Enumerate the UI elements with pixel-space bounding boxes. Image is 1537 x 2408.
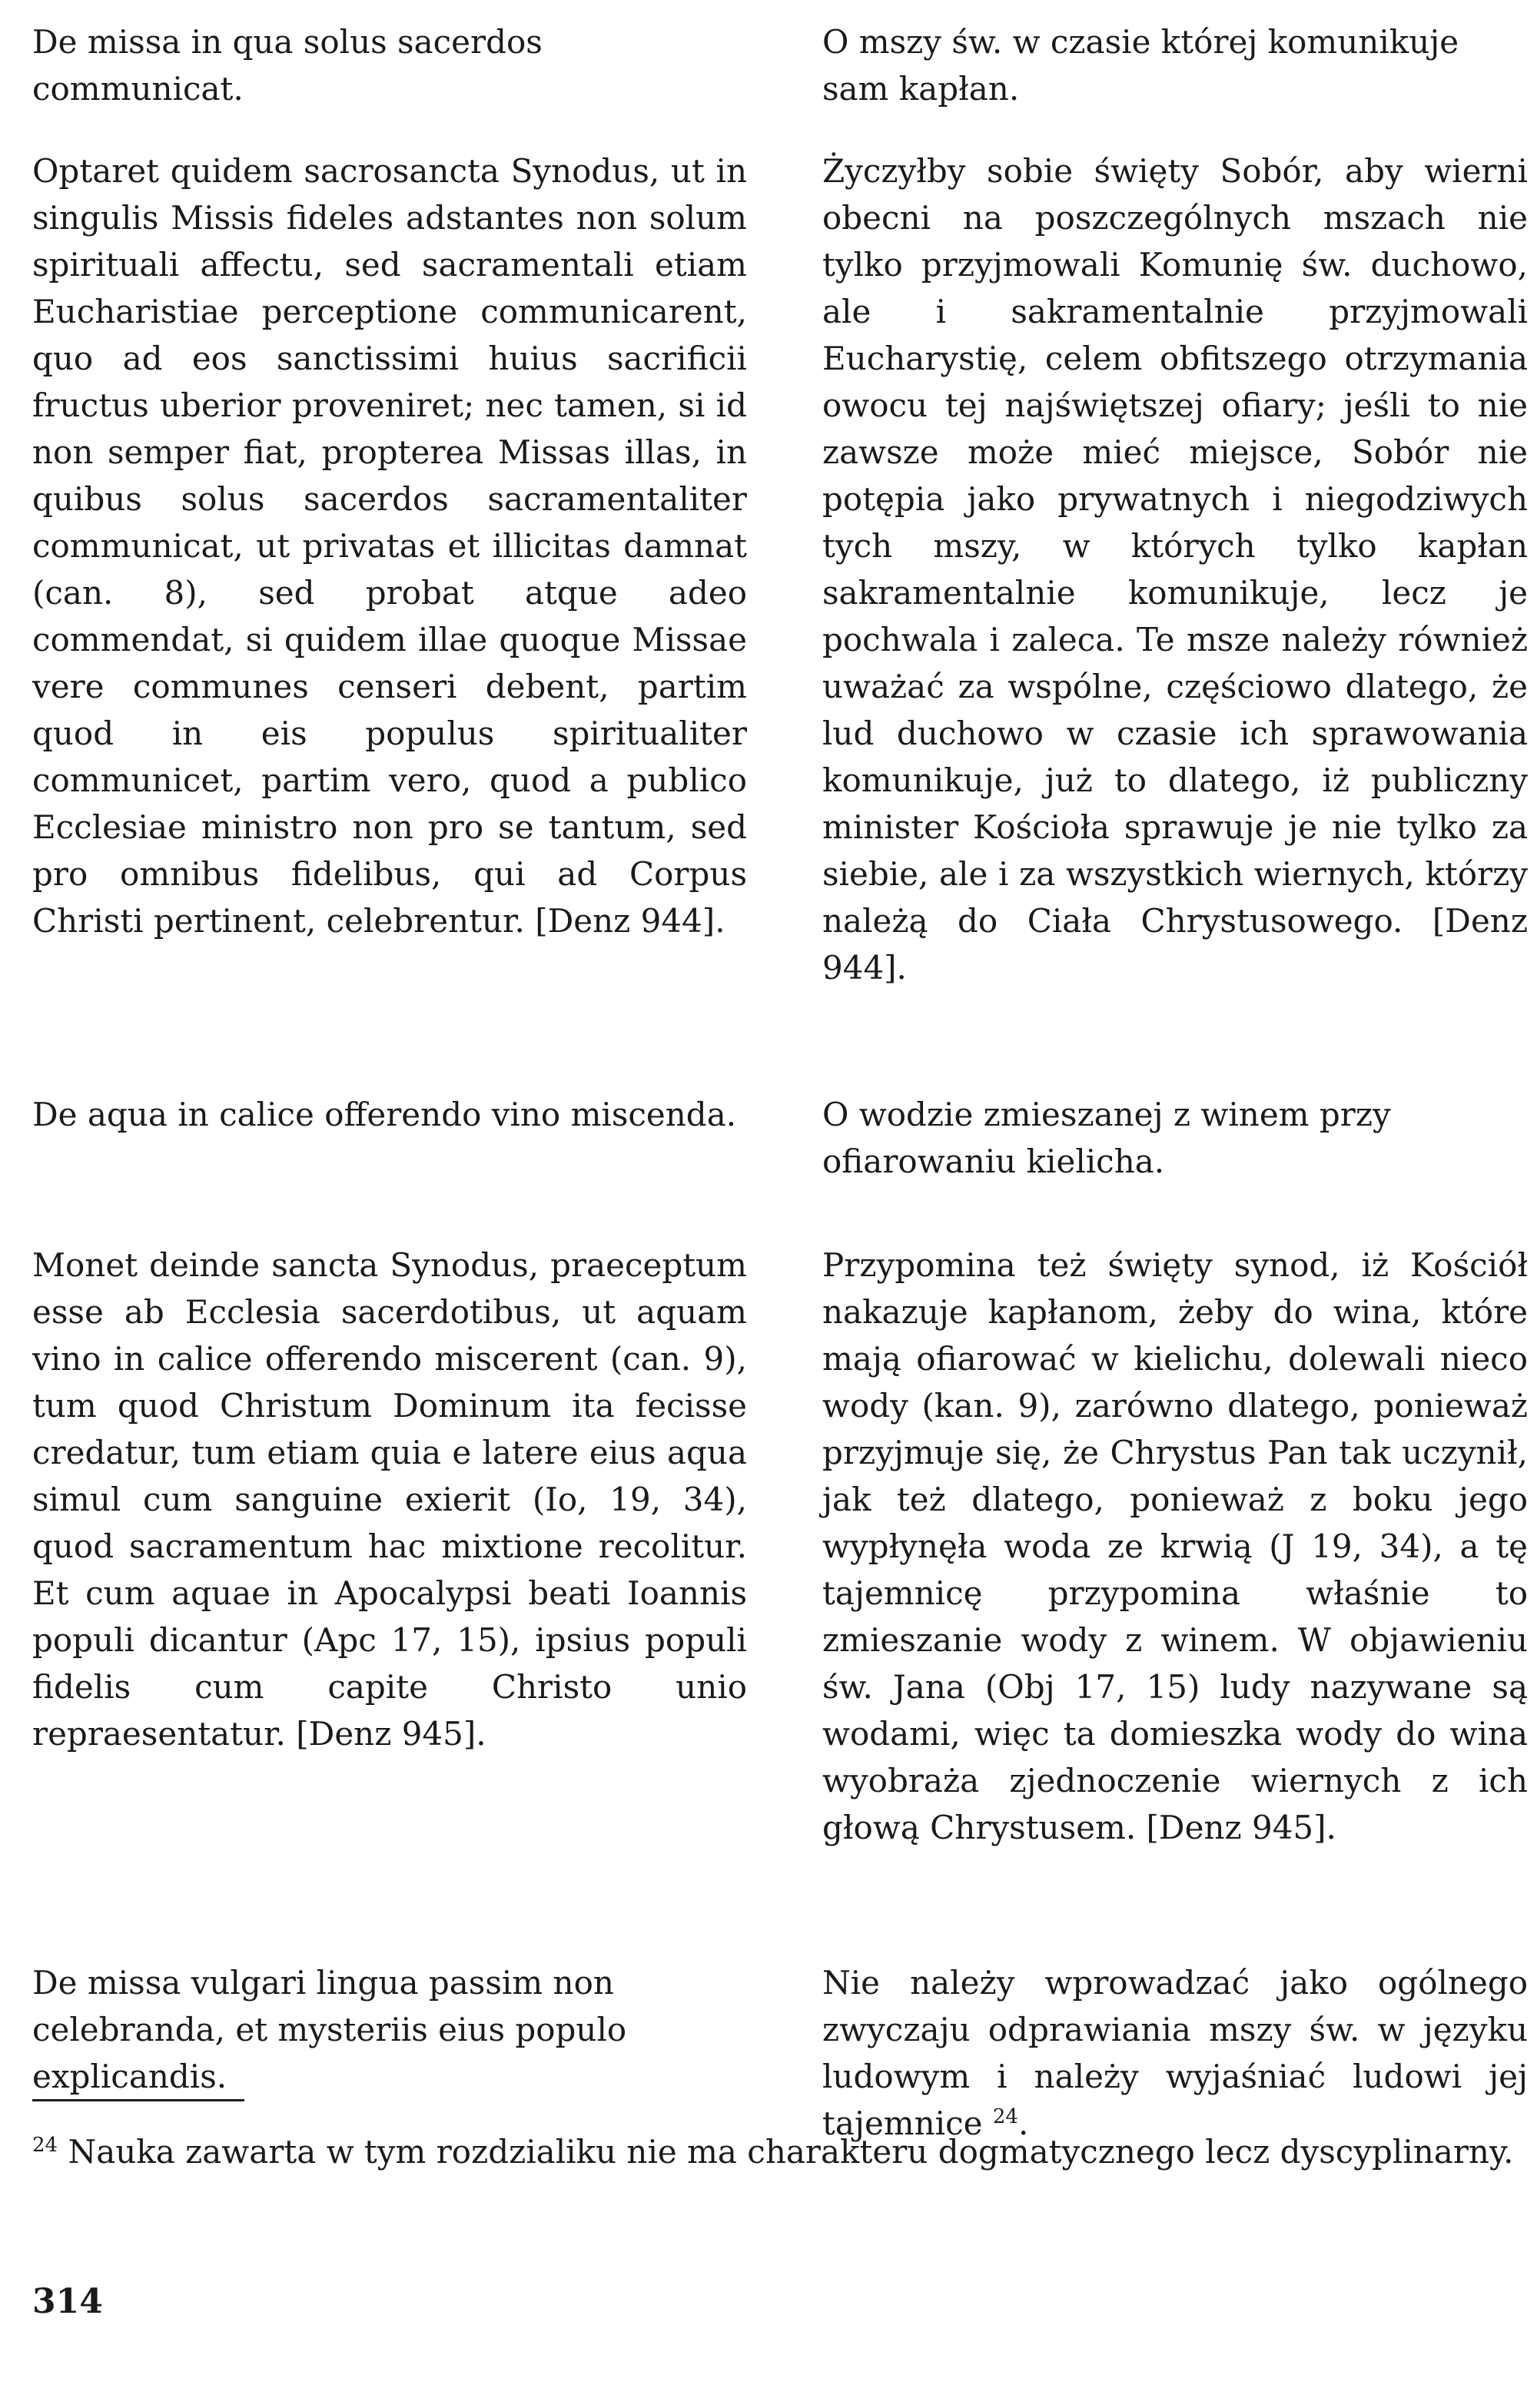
polish-section-3 — [822, 1959, 1528, 2147]
latin-section-1 — [32, 18, 747, 112]
paragraph: Przypomina też święty synod, iż Kościół nakazuje kapłanom, żeby do wina, które mają ofiarować w kielichu, dolewali nieco wody (kan. 9), zarówno dlatego, ponieważ przyjmuje się, że Chrystus Pan tak uczynił, jak też dlatego, ponieważ z boku jego wypłynęła woda ze krwią (J 19, 34), a tę tajemnicę przypomina właśnie to zmieszanie wody z winem. W objawieniu św. Jana (Obj 17, 15) ludy nazywane są wodami, więc ta domieszka wody do wina wyobraża zjednoczenie wiernych z ich głową Chrystusem. [Denz 945]. — [822, 1246, 1528, 1846]
paragraph: Optaret quidem sacrosancta Synodus, ut in singulis Missis fideles adstantes non solum spirituali affectu, sed sacramentali etiam Eucharistiae perceptione communicarent, quo ad eos sanctissimi huius sacrificii fructus uberior proveniret; nec tamen, si id non semper fiat, propterea Missas illas, in quibus solus sacerdos sacramentaliter communicat, ut privatas et illicitas damnat (can. 8), sed probat atque adeo commendat, si quidem illae quoque Missae vere communes censeri debent, partim quod in eis populus spiritualiter communicet, partim vero, quod a publico Ecclesiae ministro non pro se tantum, sed pro omnibus fidelibus, qui ad Corpus Christi pertinent, celebrentur. [Denz 944]. — [32, 152, 747, 940]
latin-section-2 — [32, 1091, 747, 1138]
polish-section-2-body — [822, 1242, 1528, 1851]
section-heading: O wodzie zmieszanej z winem przy ofiarowaniu kielicha. — [822, 1096, 1391, 1180]
footnote-reference: 24 — [992, 2105, 1018, 2128]
page-number: 314 — [32, 2282, 103, 2321]
section-heading: De missa vulgari lingua passim non celebranda, et mysteriis eius populo explicandis. — [32, 1964, 627, 2095]
paragraph: Życzyłby sobie święty Sobór, aby wierni obecni na poszczególnych mszach nie tylko przyjmowali Komunię św. duchowo, ale i sakramentalnie przyjmowali Eucharystię, celem obfitszego otrzymania owocu tej najświętszej ofiary; jeśli to nie zawsze może mieć miejsce, Sobór nie potępia jako prywatnych i niegodziwych tych mszy, w których tylko kapłan sakramentalnie komunikuje, lecz je pochwala i zaleca. Te msze należy również uważać za wspólne, częściowo dlatego, że lud duchowo w czasie ich sprawowania komunikuje, już to dlatego, iż publiczny minister Kościoła sprawuje je nie tylko za siebie, ale i za wszystkich wiernych, którzy należą do Ciała Chrystusowego. [Denz 944]. — [822, 152, 1528, 987]
footnote-marker: 24 — [32, 2134, 58, 2157]
polish-section-1-body — [822, 148, 1528, 991]
section-heading: De missa in qua solus sacerdos communicat. — [32, 23, 543, 108]
paragraph — [822, 1959, 1528, 2147]
section-heading: O mszy św. w czasie której komunikuje sam kapłan. — [822, 23, 1459, 108]
polish-section-1 — [822, 18, 1528, 112]
paragraph: Monet deinde sancta Synodus, praeceptum esse ab Ecclesia sacerdotibus, ut aquam vino in calice offerendo miscerent (can. 9), tum quod Christum Dominum ita fecisse credatur, tum etiam quia e latere eius aqua simul cum sanguine exierit (Io, 19, 34), quod sacramentum hac mixtione recolitur. Et cum aquae in Apocalypsi beati Ioannis populi dicantur (Apc 17, 15), ipsius populi fidelis cum capite Christo unio repraesentatur. [Denz 945]. — [32, 1246, 747, 1753]
section-heading: De aqua in calice offerendo vino miscenda. — [32, 1096, 737, 1133]
paragraph-text: Nie należy wprowadzać jako ogólnego zwyczaju odprawiania mszy św. w języku ludowym i należy wyjaśniać ludowi jej tajemnice — [822, 1964, 1528, 2142]
footnote — [32, 2128, 1528, 2176]
latin-section-3 — [32, 1959, 747, 2100]
footnote-divider — [32, 2099, 244, 2101]
footnote-text: Nauka zawarta w tym rozdzialiku nie ma charakteru dogmatycznego lecz dyscyplinarny. — [58, 2133, 1514, 2171]
latin-section-1-body — [32, 148, 747, 944]
polish-section-2 — [822, 1091, 1528, 1185]
latin-section-2-body — [32, 1242, 747, 1757]
paragraph-end: . — [1017, 2105, 1029, 2142]
